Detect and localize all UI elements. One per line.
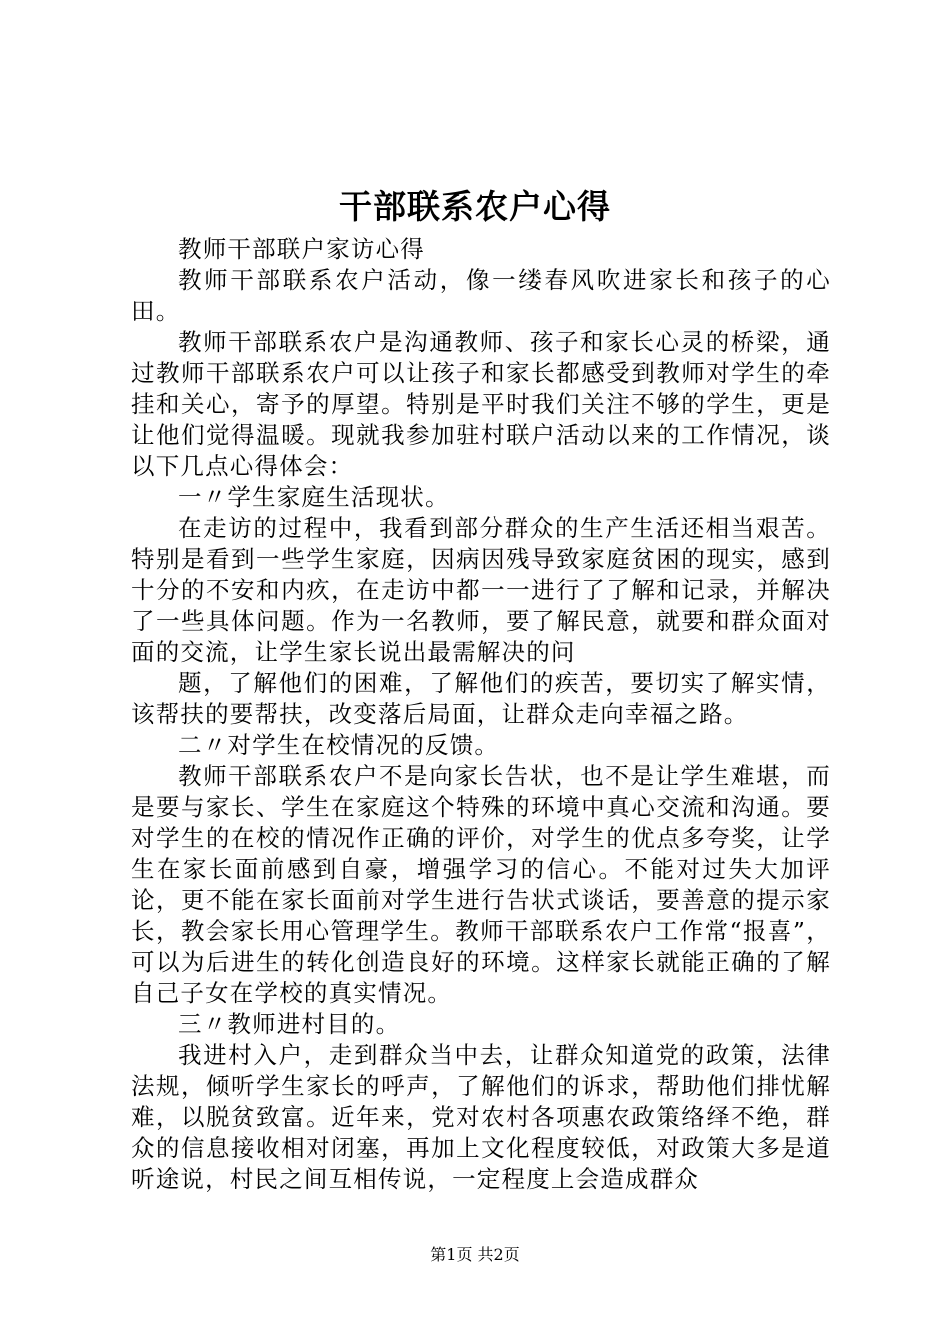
document-body (131, 234, 831, 1195)
section-heading: 一〃学生家庭生活现状。 (178, 483, 450, 511)
paragraph: 我进村入户，走到群众当中去，让群众知道党的政策，法律法规，倾听学生家长的呼声，了解他们的诉求，帮助他们排忧解难，以脱贫致富。近年来，党对农村各项惠农政策络绎不绝，群众的信息接收相对闭塞，再加上文化程度较低，对政策大多是道听途说，村民之间互相传说，一定程度上会造成群众 (131, 1041, 831, 1193)
paragraph: 教师干部联系农户不是向家长告状，也不是让学生难堪，而是要与家长、学生在家庭这个特殊的环境中真心交流和沟通。要对学生的在校的情况作正确的评价，对学生的优点多夸奖，让学生在家长面前感到自豪，增强学习的信心。不能对过失大加评论，更不能在家长面前对学生进行告状式谈话，要善意的提示家长，教会家长用心管理学生。教师干部联系农户工作常“报喜”，可以为后进生的转化创造良好的环境。这样家长就能正确的了解自己子女在学校的真实情况。 (131, 762, 831, 1007)
section-heading: 二〃对学生在校情况的反馈。 (178, 731, 500, 759)
document-title: 干部联系农户心得 (339, 187, 611, 226)
paragraph-heading-subtitle: 教师干部联户家访心得 (178, 235, 425, 263)
page-number-footer: 第1页 共2页 (430, 1245, 520, 1264)
paragraph: 教师干部联系农户活动，像一缕春风吹进家长和孩子的心田。 (131, 266, 831, 325)
paragraph: 题，了解他们的困难，了解他们的疾苦，要切实了解实情，该帮扶的要帮扶，改变落后局面，让群众走向幸福之路。 (131, 669, 831, 728)
paragraph: 在走访的过程中，我看到部分群众的生产生活还相当艰苦。特别是看到一些学生家庭，因病因残导致家庭贫困的现实，感到十分的不安和内疚，在走访中都一一进行了了解和记录，并解决了一些具体问题。作为一名教师，要了解民意，就要和群众面对面的交流，让学生家长说出最需解决的问 (131, 514, 831, 666)
paragraph: 教师干部联系农户是沟通教师、孩子和家长心灵的桥梁，通过教师干部联系农户可以让孩子和家长都感受到教师对学生的牵挂和关心，寄予的厚望。特别是平时我们关注不够的学生，更是让他们觉得温暖。现就我参加驻村联户活动以来的工作情况，谈以下几点心得体会： (131, 328, 831, 480)
section-heading: 三〃教师进村目的。 (178, 1010, 401, 1038)
